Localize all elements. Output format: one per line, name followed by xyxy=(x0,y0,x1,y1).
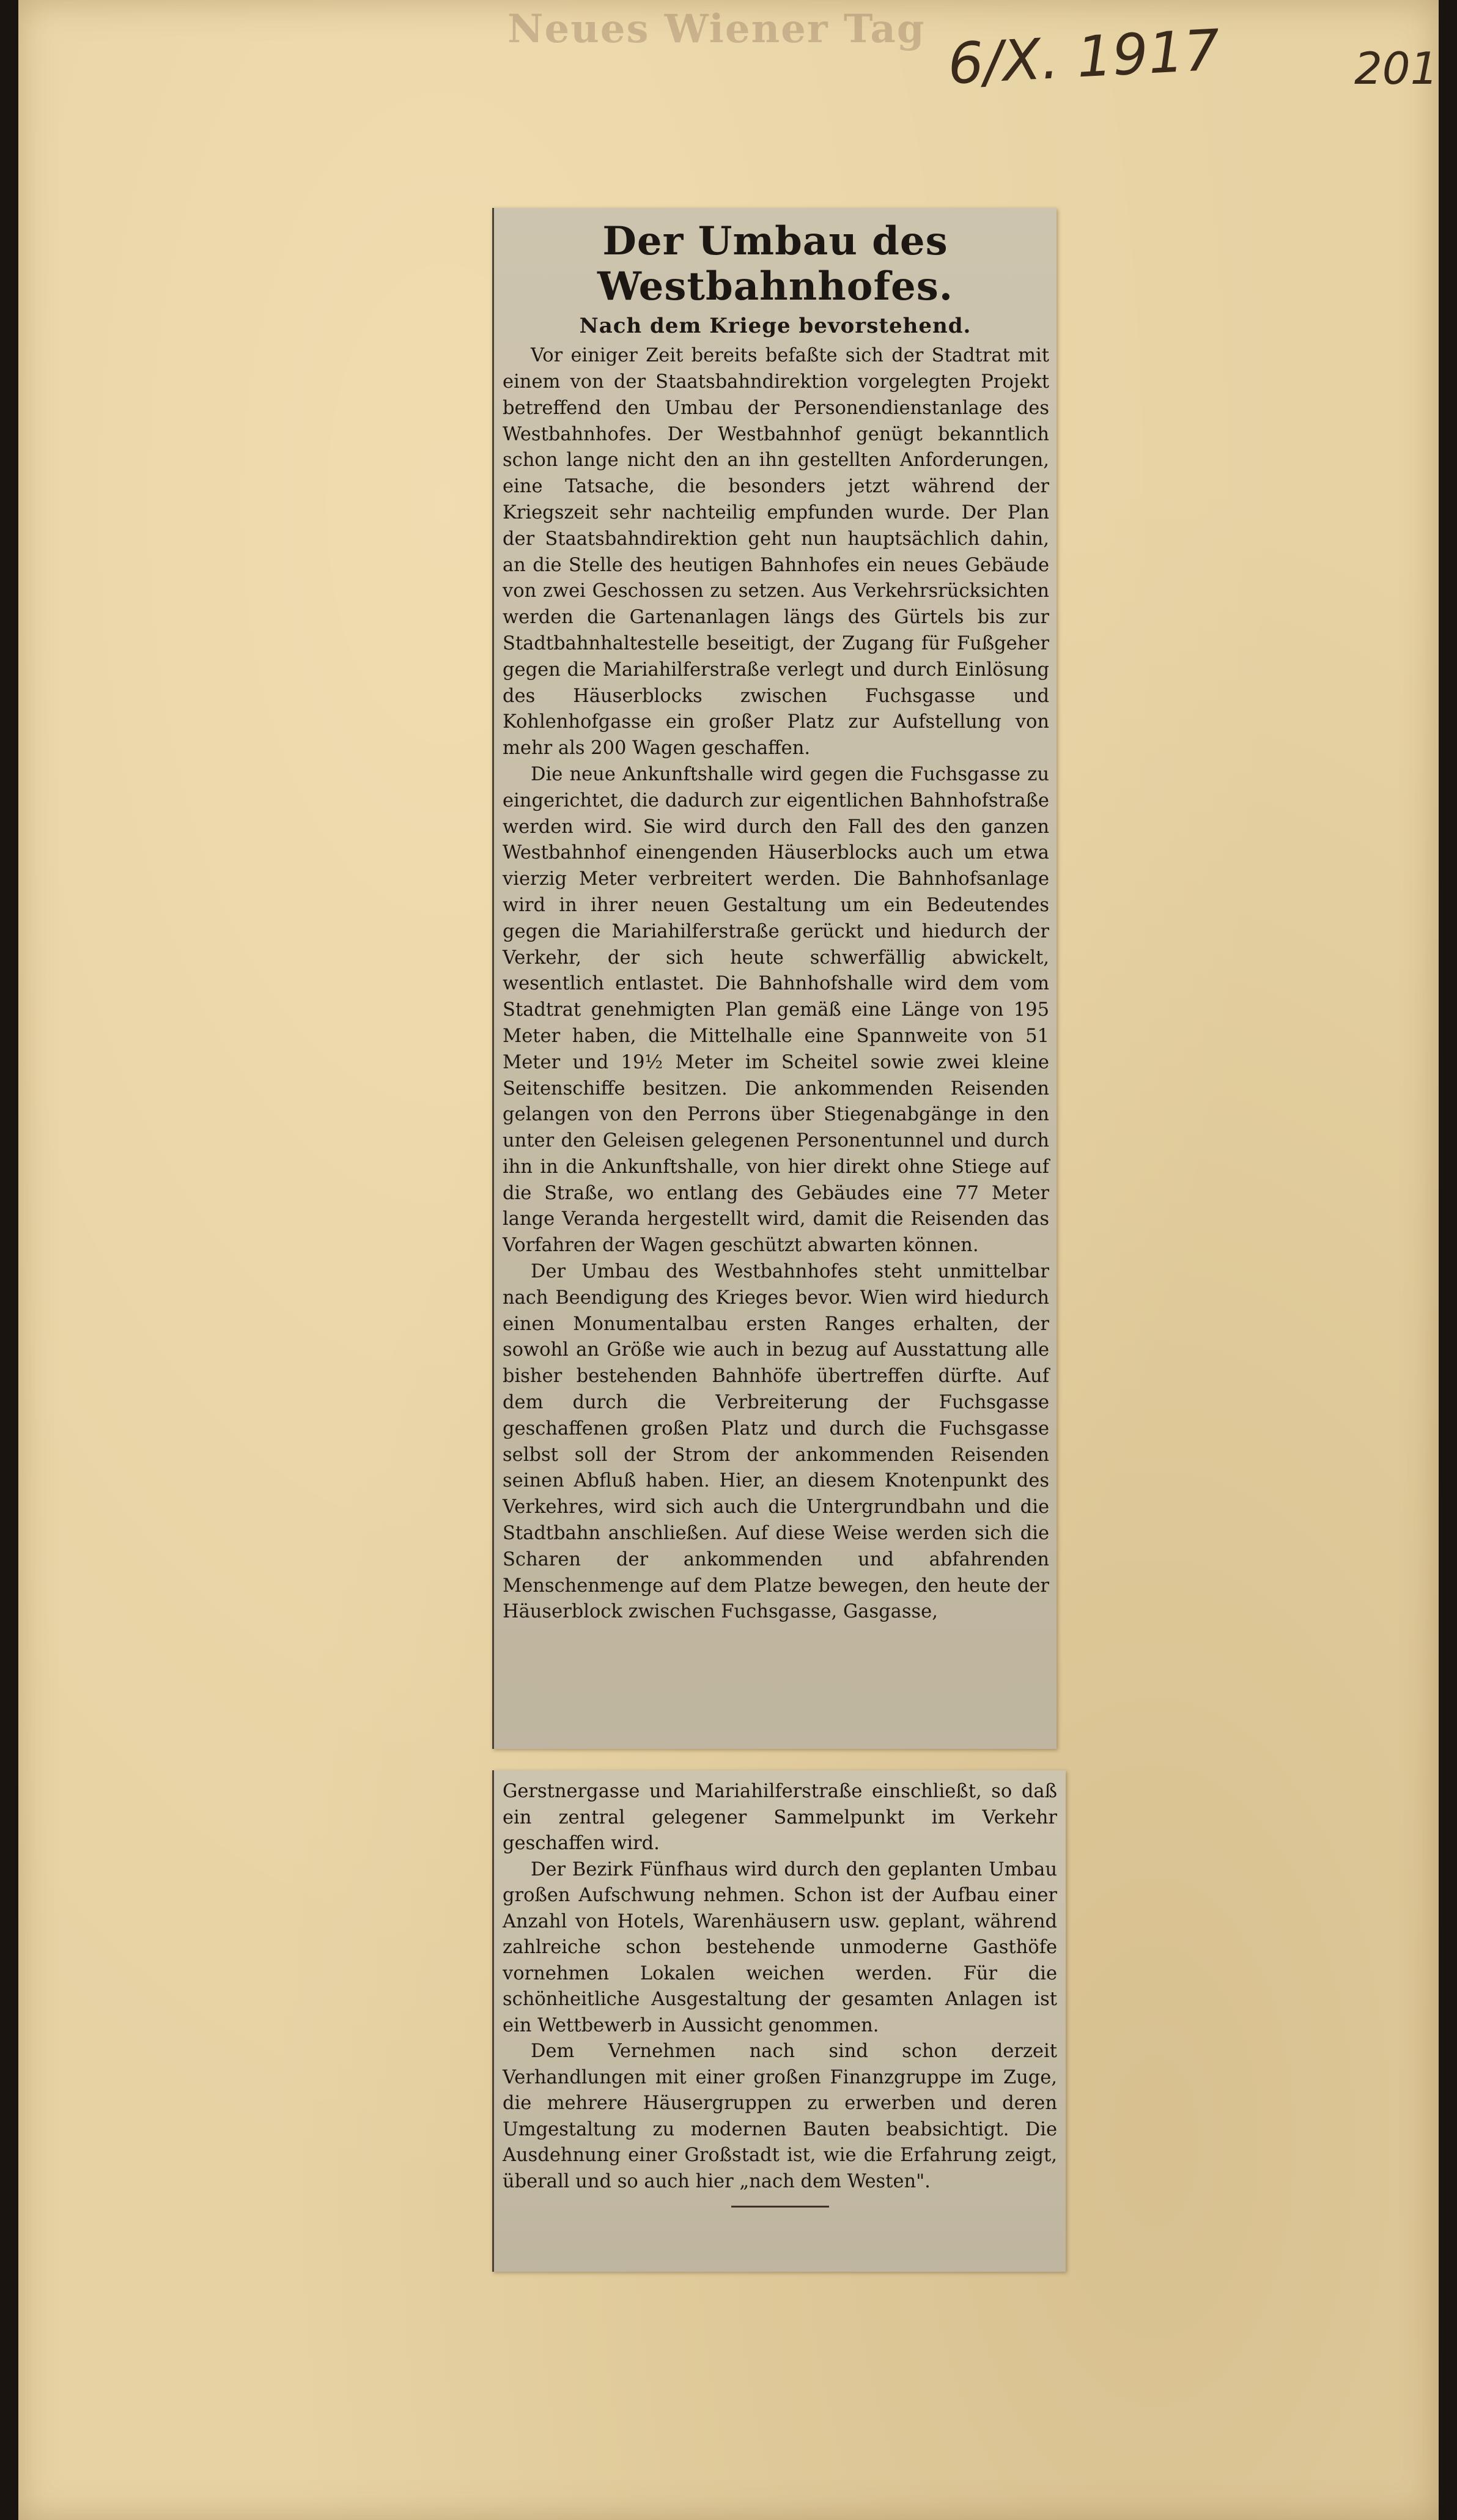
article-paragraph: Die neue Ankunftshalle wird gegen die Fuchsgasse zu eingerichtet, die dadurch zur eigentlichen Bahnhofstraße werden wird. Sie wird durch den Fall des den ganzen Westbahnhof einengenden Häuserblocks auch um etwa vierzig Meter verbreitert werden. Die Bahnhofsanlage wird in ihrer neuen Gestaltung um ein Bedeutendes gegen die Mariahilferstraße gerückt und hiedurch der Verkehr, der sich heute schwerfällig abwickelt, wesentlich entlastet. Die Bahnhofshalle wird dem vom Stadtrat genehmigten Plan gemäß eine Länge von 195 Meter haben, die Mittelhalle eine Spannweite von 51 Meter und 19½ Meter im Scheitel sowie zwei kleine Seitenschiffe besitzen. Die ankommenden Reisenden gelangen von den Perrons über Stiegenabgänge in den unter den Geleisen gelegenen Personentunnel und durch ihn in die Ankunftshalle, von hier direkt ohne Stiege auf die Straße, wo entlang des Gebäudes eine 77 Meter lange Veranda hergestellt wird, damit die Reisenden das Vorfahren der Wagen geschützt abwarten können. xyxy=(503,763,1049,1257)
article-paragraph: Gerstnergasse und Mariahilferstraße einschließt, so daß ein zentral gelegener Sammelpunkt im Verkehr geschaffen wird. xyxy=(503,1781,1057,1854)
archive-sheet xyxy=(18,0,1439,2520)
end-rule xyxy=(731,2206,829,2208)
article-subheadline: Nach dem Kriege bevorstehend. xyxy=(579,314,972,339)
newspaper-clipping-continuation xyxy=(492,1770,1066,2272)
article-paragraph: Vor einiger Zeit bereits befaßte sich der Stadtrat mit einem von der Staatsbahndirektion vorgelegten Projekt betreffend den Umbau der Personendienstanlage des Westbahnhofes. Der Westbahnhof genügt bekanntlich schon lange nicht den an ihn gestellten Anforderungen, eine Tatsache, die besonders jetzt während der Kriegszeit sehr nachteilig empfunden wurde. Der Plan der Staatsbahndirektion geht nun hauptsächlich dahin, an die Stelle des heutigen Bahnhofes ein neues Gebäude von zwei Geschossen zu setzen. Aus Verkehrsrücksichten werden die Gartenanlagen längs des Gürtels bis zur Stadtbahnhaltestelle beseitigt, der Zugang für Fußgeher gegen die Mariahilferstraße verlegt und durch Einlösung des Häuserblocks zwischen Fuchsgasse und Kohlenhofgasse ein großer Platz zur Aufstellung von mehr als 200 Wagen geschaffen. xyxy=(503,345,1049,759)
article-headline: Der Umbau des Westbahnhofes. xyxy=(597,218,954,309)
article-paragraph: Der Umbau des Westbahnhofes steht unmittelbar nach Beendigung des Krieges bevor. Wien wird hiedurch einen Monumentalbau ersten Ranges erhalten, der sowohl an Größe wie auch in bezug auf Ausstattung alle bisher bestehenden Bahnhöfe übertreffen dürfte. Auf dem durch die Verbreiterung der Fuchsgasse geschaffenen großen Platz und durch die Fuchsgasse selbst soll der Strom der ankommenden Reisenden seinen Abfluß haben. Hier, an diesem Knotenpunkt des Verkehres, wird sich auch die Untergrundbahn und die Stadtbahn anschließen. Auf diese Weise werden sich die Scharen der ankommenden und abfahrenden Menschenmenge auf dem Platze bewegen, den heute der Häuserblock zwischen Fuchsgasse, Gasgasse, xyxy=(503,1261,1049,1623)
newspaper-name-stamp: Neues Wiener Tag xyxy=(507,6,926,52)
handwritten-date: 6/X. 1917 xyxy=(946,17,1222,97)
article-paragraph: Dem Vernehmen nach sind schon derzeit Verhandlungen mit einer großen Finanzgruppe im Zuge, die mehrere Häusergruppen zu erwerben und deren Umgestaltung zu modernen Bauten beabsichtigt. Die Ausdehnung einer Großstadt ist, wie die Erfahrung zeigt, überall und so auch hier „nach dem Westen". xyxy=(503,2041,1057,2192)
newspaper-clipping-main xyxy=(492,208,1057,1749)
article-paragraph: Der Bezirk Fünfhaus wird durch den geplanten Umbau großen Aufschwung nehmen. Schon ist der Aufbau einer Anzahl von Hotels, Warenhäusern usw. geplant, während zahlreiche schon bestehende unmoderne Gasthöfe vornehmen Lokalen weichen werden. Für die schönheitliche Ausgestaltung der gesamten Anlagen ist ein Wettbewerb in Aussicht genommen. xyxy=(503,1858,1057,2036)
handwritten-page-number: 201 xyxy=(1354,43,1439,94)
